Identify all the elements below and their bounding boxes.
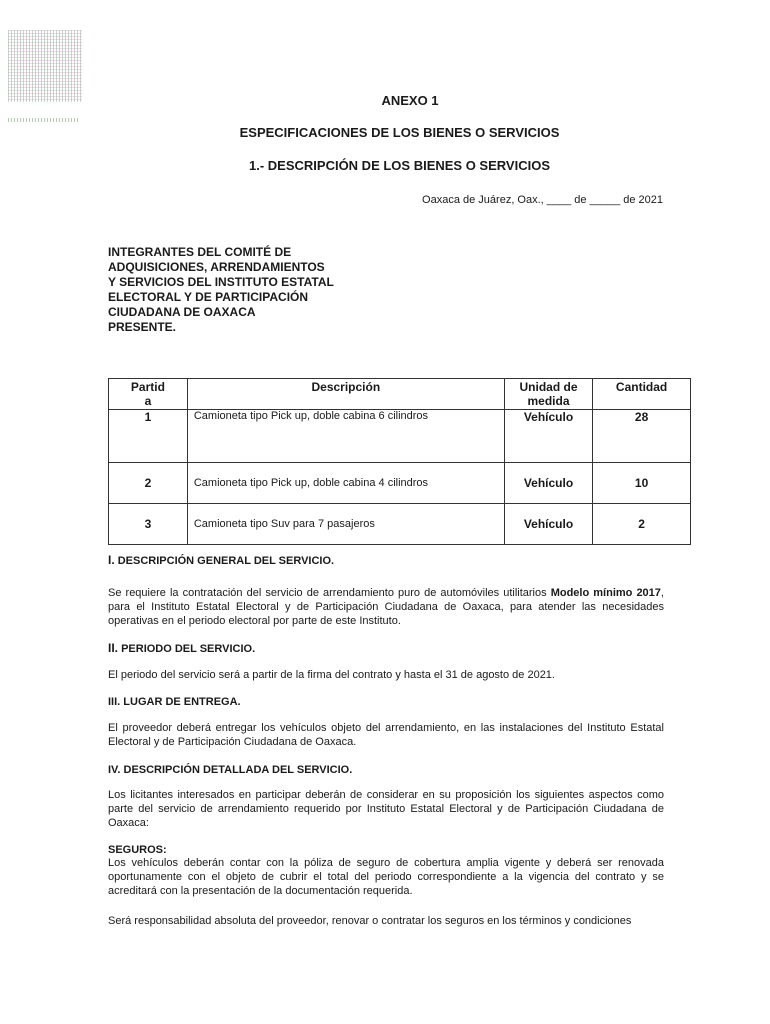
addressee-line: CIUDADANA DE OAXACA xyxy=(108,305,256,319)
addressee-line: ELECTORAL Y DE PARTICIPACIÓN xyxy=(108,290,309,304)
header-descripcion: Descripción xyxy=(187,379,504,410)
cell-descripcion: Camioneta tipo Suv para 7 pasajeros xyxy=(187,504,504,545)
document-title: ESPECIFICACIONES DE LOS BIENES O SERVICIOS xyxy=(239,125,560,140)
addressee-line: PRESENTE. xyxy=(108,320,177,334)
table-row xyxy=(109,504,691,545)
section-1-heading: I. DESCRIPCIÓN GENERAL DEL SERVICIO. xyxy=(108,553,335,567)
cell-unidad: Vehículo xyxy=(504,410,592,463)
section-2-heading: II. PERIODO DEL SERVICIO. xyxy=(108,641,256,655)
addressee-line: INTEGRANTES DEL COMITÉ DE xyxy=(108,245,292,259)
cell-descripcion: Camioneta tipo Pick up, doble cabina 4 cilindros xyxy=(187,463,504,504)
table-header-row xyxy=(109,379,691,410)
cell-cantidad: 10 xyxy=(593,463,691,504)
section-3-heading: III. LUGAR DE ENTREGA. xyxy=(108,696,241,708)
cell-partida: 3 xyxy=(109,504,188,545)
section-4-heading: IV. DESCRIPCIÓN DETALLADA DEL SERVICIO. xyxy=(108,764,353,776)
header-unidad: Unidad de medida xyxy=(504,379,592,410)
items-table xyxy=(108,378,691,545)
cell-cantidad: 2 xyxy=(593,504,691,545)
section-3-paragraph: El proveedor deberá entregar los vehículos objeto del arrendamiento, en las instalaciones del Instituto Estatal Electoral y de Participación Ciudadana de Oaxaca. xyxy=(108,722,664,748)
document-subtitle: 1.- DESCRIPCIÓN DE LOS BIENES O SERVICIOS xyxy=(249,158,550,173)
table-row xyxy=(109,463,691,504)
header-partida: Partid a xyxy=(109,379,188,410)
seguros-paragraph: Los vehículos deberán contar con la póliza de seguro de cobertura amplia vigente y deberá ser renovada oportunamente con el objeto de cubrir el total del periodo correspondiente a la vigencia del contrato y se acreditará con la presentación de la documentación requerida. xyxy=(108,857,664,897)
cell-descripcion: Camioneta tipo Pick up, doble cabina 6 cilindros xyxy=(187,410,504,463)
closing-paragraph: Será responsabilidad absoluta del proveedor, renovar o contratar los seguros en los términos y condiciones xyxy=(108,915,632,927)
date-line: Oaxaca de Juárez, Oax., ____ de _____ de 2021 xyxy=(422,194,663,206)
table-row xyxy=(109,410,691,463)
model-minimum: Modelo mínimo 2017 xyxy=(550,587,661,599)
section-1-paragraph: Se requiere la contratación del servicio de arrendamiento puro de automóviles utilitarios Modelo mínimo 2017, para el Instituto Estatal Electoral y de Participación Ciudadana de Oaxaca, para atender las necesidades operativas en el periodo electoral por parte de este Instituto. xyxy=(108,587,664,627)
cell-partida: 1 xyxy=(109,410,188,463)
cell-cantidad: 28 xyxy=(593,410,691,463)
seguros-heading: SEGUROS: xyxy=(108,844,167,856)
institution-logo xyxy=(8,30,82,102)
section-2-paragraph: El periodo del servicio será a partir de la firma del contrato y hasta el 31 de agosto de 2021. xyxy=(108,669,555,681)
logo-caption-artifact xyxy=(8,118,80,122)
addressee-line: ADQUISICIONES, ARRENDAMIENTOS xyxy=(108,260,325,274)
annex-title: ANEXO 1 xyxy=(381,93,439,108)
header-cantidad: Cantidad xyxy=(593,379,691,410)
cell-partida: 2 xyxy=(109,463,188,504)
section-4-paragraph: Los licitantes interesados en participar deberán de considerar en su proposición los siguientes aspectos como parte del servicio de arrendamiento requerido por Instituto Estatal Electoral y de Participación Ciudadana de Oaxaca: xyxy=(108,789,664,829)
addressee-line: Y SERVICIOS DEL INSTITUTO ESTATAL xyxy=(108,275,334,289)
cell-unidad: Vehículo xyxy=(504,504,592,545)
cell-unidad: Vehículo xyxy=(504,463,592,504)
addressee-block xyxy=(108,245,408,335)
